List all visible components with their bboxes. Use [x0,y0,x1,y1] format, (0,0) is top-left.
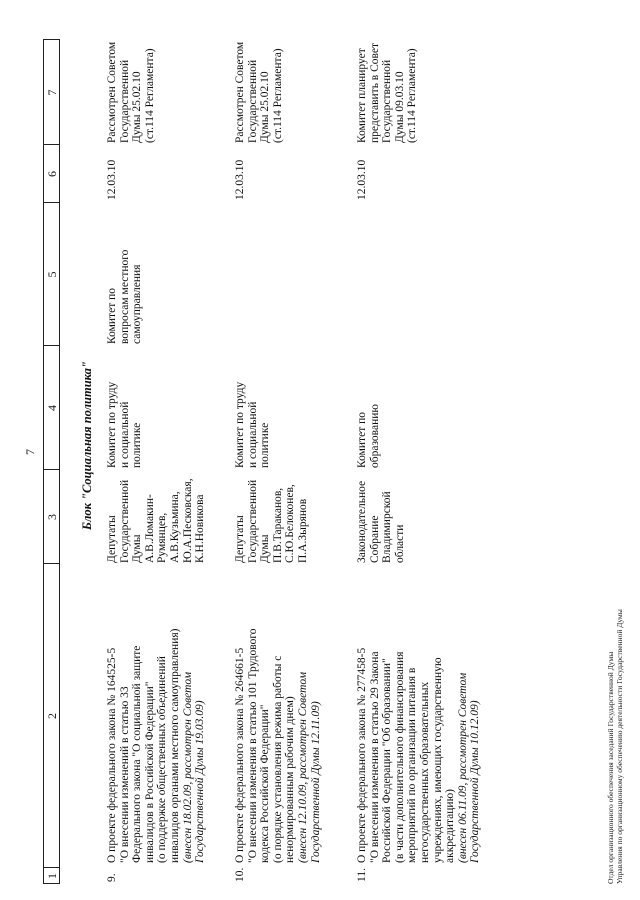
row-number: 9. [106,873,118,882]
bill-submission-note: (внесен 12.10.09, рассмотрен Советом [296,671,309,863]
column-header-5: 5 [45,271,59,278]
review-date: 12.03.10 [234,159,246,200]
review-status: Рассмотрен Советом Государственной Думы 25.02.10 (ст.114 Регламента) [106,41,156,143]
bill-authors: Законодательное Собрание Владимирской области [356,480,406,563]
row-number: 10. [234,867,246,882]
column-header-4: 4 [45,405,59,411]
bill-description: О проекте федерального закона № 277458-5 "О внесении изменения в статью 29 Закона Российской Федерации "Об образовании" (в части дополнительного финансирования мероприятий по организации питания в негосударственных образовательных учреждениях, имеющих государственную аккредитацию) (внесен 06.11.09, рассмотрен Советом Государственной Думы 10.12.09) [356,563,482,863]
bill-authors: Депутаты Государственной Думы А.В.Ломакин- Румянцев, А.В.Кузьмина, Ю.А.Песковская, К.Н.Новикова [106,478,207,563]
responsible-committee: Комитет по образованию [356,404,381,468]
review-date: 12.03.10 [356,159,368,200]
review-date: 12.03.10 [106,159,118,200]
bill-submission-note: (внесен 18.02.09, рассмотрен Советом [181,671,194,863]
column-header-2: 2 [45,713,59,719]
page-footer: Отдел организационного обеспечения заседаний Государственной Думы Управления по организационному обеспечению деятельности Государственной Думы [606,609,624,884]
bill-submission-note: (внесен 06.11.09, рассмотрен Советом [456,672,469,863]
co-executor-committee: Комитет по вопросам местного самоуправления [106,249,144,344]
responsible-committee: Комитет по труду и социальной политике [234,381,272,468]
header-top-border [43,40,44,884]
bill-description: О проекте федерального закона № 264661-5 "О внесении изменения в статью 101 Трудового кодекса Российской Федерации" (о порядке установления режима работы с ненормированным рабочим днем) (внесен 12.10.09, рассмотрен Советом Государственной Думы 12.11.09) [234,563,322,863]
column-header-1: 1 [45,873,59,879]
bill-authors: Депутаты Государственной Думы П.В.Тараканов, С.Ю.Белоконев, П.А.Зырянов [234,479,309,563]
column-header-6: 6 [45,171,59,177]
section-title: Блок "Социальная политика" [80,361,94,530]
page-number: 7 [23,449,37,455]
column-header-3: 3 [45,514,59,520]
review-status: Рассмотрен Советом Государственной Думы 25.02.10 (ст.114 Регламента) [234,41,284,143]
review-status: Комитет планирует представить в Совет Государственной Думы 09.03.10 (ст.114 Регламента) [356,42,419,143]
column-header-7: 7 [45,89,59,96]
row-number: 11. [356,868,368,882]
bill-description: О проекте федерального закона № 164525-5 "О внесении изменений в статью 33 Федерального закона "О социальной защите инвалидов в Российской Федерации" (о поддержке общественных объединений инвалидов органами местного самоуправления) (внесен 18.02.09, рассмотрен Советом Государственной Думы 19.03.09) [106,563,207,863]
responsible-committee: Комитет по труду и социальной политике [106,381,144,468]
